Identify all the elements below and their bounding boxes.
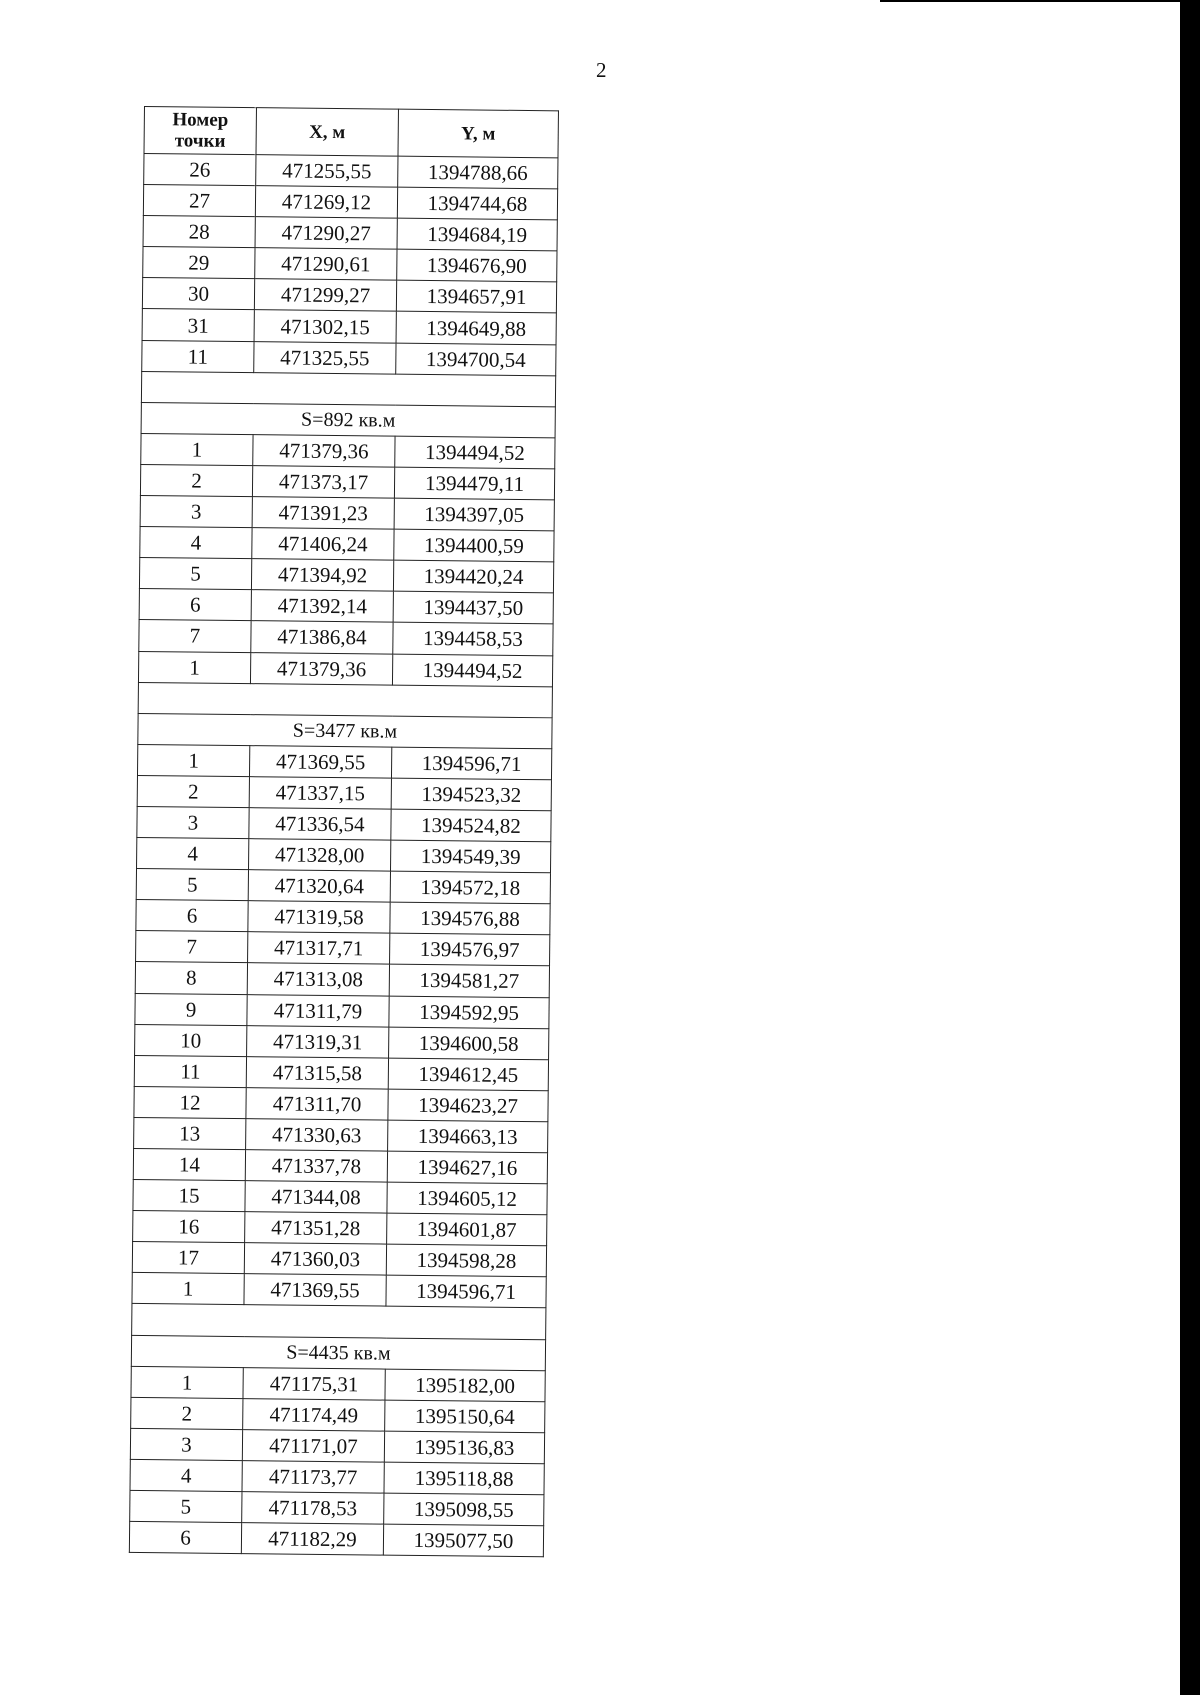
header-point-line2: точки: [174, 130, 226, 152]
table-header-row: [144, 107, 558, 158]
area-label: S=3477 кв.м: [138, 713, 552, 748]
table-row: [140, 496, 554, 531]
table-row: [143, 247, 557, 282]
table-row: [144, 154, 558, 189]
x-coordinate-cell: 471255,55: [256, 155, 398, 188]
table-row: [133, 1180, 547, 1215]
y-coordinate-cell: 1395118,88: [384, 1462, 544, 1495]
header-x: X, м: [256, 108, 398, 156]
table-row: [130, 1490, 544, 1525]
y-coordinate-cell: 1394612,45: [388, 1058, 548, 1091]
table-row: [143, 216, 557, 251]
table-row: [132, 1242, 546, 1277]
page-number: 2: [596, 58, 607, 82]
x-coordinate-cell: 471373,17: [252, 466, 394, 499]
y-coordinate-cell: 1394623,27: [388, 1089, 548, 1122]
table-body: [129, 154, 558, 1557]
point-number-cell: 6: [129, 1522, 241, 1554]
table-row: [137, 806, 551, 841]
area-row: [141, 402, 555, 437]
table-row: [138, 651, 552, 686]
y-coordinate-cell: 1394400,59: [394, 529, 554, 562]
y-coordinate-cell: 1394788,66: [398, 156, 558, 189]
section-spacer-cell: [138, 682, 552, 717]
y-coordinate-cell: 1394663,13: [388, 1120, 548, 1153]
x-coordinate-cell: 471360,03: [244, 1243, 386, 1276]
x-coordinate-cell: 471175,31: [243, 1367, 385, 1400]
point-number-cell: 13: [134, 1117, 246, 1149]
table-row: [129, 1522, 543, 1557]
table-row: [140, 464, 554, 499]
y-coordinate-cell: 1394576,88: [390, 902, 550, 935]
point-number-cell: 3: [140, 496, 252, 528]
table-row: [134, 1086, 548, 1121]
area-label: S=4435 кв.м: [131, 1335, 545, 1370]
x-coordinate-cell: 471173,77: [242, 1461, 384, 1494]
y-coordinate-cell: 1394549,39: [390, 840, 550, 873]
x-coordinate-cell: 471320,64: [248, 870, 390, 903]
y-coordinate-cell: 1394458,53: [393, 623, 553, 656]
x-coordinate-cell: 471302,15: [254, 310, 396, 343]
x-coordinate-cell: 471311,79: [247, 994, 389, 1027]
y-coordinate-cell: 1394598,28: [386, 1244, 546, 1277]
y-coordinate-cell: 1394576,97: [390, 933, 550, 966]
x-coordinate-cell: 471325,55: [254, 341, 396, 374]
y-coordinate-cell: 1394627,16: [387, 1151, 547, 1184]
table-row: [135, 993, 549, 1028]
point-number-cell: 1: [138, 651, 250, 683]
x-coordinate-cell: 471182,29: [241, 1523, 383, 1556]
point-number-cell: 9: [135, 993, 247, 1025]
area-label: S=892 кв.м: [141, 402, 555, 437]
point-number-cell: 15: [133, 1180, 245, 1212]
table-row: [136, 931, 550, 966]
y-coordinate-cell: 1394596,71: [391, 747, 551, 780]
point-number-cell: 6: [139, 589, 251, 621]
table-row: [139, 558, 553, 593]
x-coordinate-cell: 471299,27: [254, 279, 396, 312]
x-coordinate-cell: 471394,92: [251, 559, 393, 592]
scan-top-edge: [880, 0, 1180, 2]
x-coordinate-cell: 471313,08: [247, 963, 389, 996]
point-number-cell: 1: [131, 1366, 243, 1398]
point-number-cell: 11: [142, 340, 254, 372]
point-number-cell: 16: [133, 1211, 245, 1243]
point-number-cell: 6: [136, 900, 248, 932]
point-number-cell: 5: [136, 869, 248, 901]
x-coordinate-cell: 471379,36: [253, 435, 395, 468]
y-coordinate-cell: 1395182,00: [385, 1369, 545, 1402]
header-point-line1: Номер: [172, 109, 229, 131]
table-row: [131, 1397, 545, 1432]
point-number-cell: 3: [130, 1428, 242, 1460]
point-number-cell: 10: [135, 1024, 247, 1056]
y-coordinate-cell: 1394600,58: [389, 1027, 549, 1060]
point-number-cell: 12: [134, 1086, 246, 1118]
table-row: [130, 1428, 544, 1463]
point-number-cell: 11: [134, 1055, 246, 1087]
scan-right-edge: [1180, 0, 1200, 1695]
point-number-cell: 1: [132, 1273, 244, 1305]
x-coordinate-cell: 471290,61: [255, 248, 397, 281]
point-number-cell: 2: [131, 1397, 243, 1429]
x-coordinate-cell: 471344,08: [245, 1181, 387, 1214]
point-number-cell: 29: [143, 247, 255, 279]
area-row: [131, 1335, 545, 1370]
table-row: [134, 1055, 548, 1090]
table-row: [132, 1273, 546, 1308]
point-number-cell: 3: [137, 806, 249, 838]
y-coordinate-cell: 1394700,54: [396, 343, 556, 376]
coordinates-table: [129, 106, 559, 1557]
table-row: [131, 1366, 545, 1401]
x-coordinate-cell: 471171,07: [242, 1429, 384, 1462]
point-number-cell: 2: [137, 775, 249, 807]
x-coordinate-cell: 471174,49: [243, 1398, 385, 1431]
point-number-cell: 27: [143, 185, 255, 217]
x-coordinate-cell: 471269,12: [255, 186, 397, 219]
table-row: [137, 775, 551, 810]
section-spacer-cell: [132, 1304, 546, 1339]
section-spacer-row: [141, 371, 555, 406]
y-coordinate-cell: 1394523,32: [391, 778, 551, 811]
y-coordinate-cell: 1394572,18: [390, 871, 550, 904]
table-row: [142, 340, 556, 375]
y-coordinate-cell: 1394596,71: [386, 1275, 546, 1308]
point-number-cell: 1: [137, 744, 249, 776]
table-row: [143, 185, 557, 220]
table-row: [137, 744, 551, 779]
x-coordinate-cell: 471369,55: [244, 1274, 386, 1307]
x-coordinate-cell: 471391,23: [252, 497, 394, 530]
y-coordinate-cell: 1394397,05: [394, 498, 554, 531]
table-row: [141, 433, 555, 468]
table-row: [130, 1459, 544, 1494]
section-spacer-row: [138, 682, 552, 717]
y-coordinate-cell: 1394494,52: [392, 654, 552, 687]
y-coordinate-cell: 1394494,52: [395, 436, 555, 469]
table-row: [140, 527, 554, 562]
x-coordinate-cell: 471351,28: [245, 1212, 387, 1245]
table-row: [133, 1211, 547, 1246]
header-y: Y, м: [398, 109, 558, 158]
header-point-number: [144, 107, 256, 155]
y-coordinate-cell: 1394744,68: [397, 187, 557, 220]
point-number-cell: 28: [143, 216, 255, 248]
x-coordinate-cell: 471290,27: [255, 217, 397, 250]
point-number-cell: 30: [142, 278, 254, 310]
point-number-cell: 26: [144, 154, 256, 186]
y-coordinate-cell: 1394649,88: [396, 312, 556, 345]
point-number-cell: 4: [140, 527, 252, 559]
table-row: [134, 1117, 548, 1152]
table-row: [142, 309, 556, 344]
point-number-cell: 5: [139, 558, 251, 590]
y-coordinate-cell: 1394437,50: [393, 591, 553, 624]
x-coordinate-cell: 471336,54: [249, 808, 391, 841]
y-coordinate-cell: 1394524,82: [391, 809, 551, 842]
table-row: [137, 838, 551, 873]
x-coordinate-cell: 471178,53: [242, 1492, 384, 1525]
point-number-cell: 1: [141, 433, 253, 465]
x-coordinate-cell: 471386,84: [251, 621, 393, 654]
table-row: [136, 900, 550, 935]
y-coordinate-cell: 1394601,87: [387, 1213, 547, 1246]
x-coordinate-cell: 471337,15: [249, 777, 391, 810]
section-spacer-cell: [141, 371, 555, 406]
y-coordinate-cell: 1395098,55: [384, 1493, 544, 1526]
table-row: [139, 620, 553, 655]
point-number-cell: 5: [130, 1490, 242, 1522]
table-row: [139, 589, 553, 624]
point-number-cell: 4: [137, 838, 249, 870]
y-coordinate-cell: 1394676,90: [397, 249, 557, 282]
x-coordinate-cell: 471337,78: [245, 1150, 387, 1183]
point-number-cell: 17: [132, 1242, 244, 1274]
y-coordinate-cell: 1394420,24: [393, 560, 553, 593]
x-coordinate-cell: 471319,58: [248, 901, 390, 934]
x-coordinate-cell: 471317,71: [248, 932, 390, 965]
table-row: [135, 962, 549, 997]
area-row: [138, 713, 552, 748]
table-row: [133, 1148, 547, 1183]
x-coordinate-cell: 471392,14: [251, 590, 393, 623]
x-coordinate-cell: 471379,36: [250, 652, 392, 685]
table-row: [136, 869, 550, 904]
y-coordinate-cell: 1394684,19: [397, 218, 557, 251]
x-coordinate-cell: 471406,24: [252, 528, 394, 561]
x-coordinate-cell: 471311,70: [246, 1087, 388, 1120]
x-coordinate-cell: 471319,31: [247, 1025, 389, 1058]
point-number-cell: 8: [135, 962, 247, 994]
y-coordinate-cell: 1394657,91: [396, 281, 556, 314]
point-number-cell: 7: [136, 931, 248, 963]
point-number-cell: 7: [139, 620, 251, 652]
y-coordinate-cell: 1395150,64: [385, 1400, 545, 1433]
table-row: [135, 1024, 549, 1059]
y-coordinate-cell: 1394592,95: [389, 996, 549, 1029]
y-coordinate-cell: 1394581,27: [389, 965, 549, 998]
point-number-cell: 31: [142, 309, 254, 341]
point-number-cell: 4: [130, 1459, 242, 1491]
y-coordinate-cell: 1394479,11: [394, 467, 554, 500]
y-coordinate-cell: 1394605,12: [387, 1182, 547, 1215]
x-coordinate-cell: 471330,63: [246, 1119, 388, 1152]
x-coordinate-cell: 471328,00: [249, 839, 391, 872]
point-number-cell: 2: [140, 464, 252, 496]
table-row: [142, 278, 556, 313]
x-coordinate-cell: 471369,55: [249, 745, 391, 778]
y-coordinate-cell: 1395136,83: [384, 1431, 544, 1464]
x-coordinate-cell: 471315,58: [246, 1056, 388, 1089]
y-coordinate-cell: 1395077,50: [383, 1524, 543, 1557]
section-spacer-row: [132, 1304, 546, 1339]
point-number-cell: 14: [133, 1148, 245, 1180]
